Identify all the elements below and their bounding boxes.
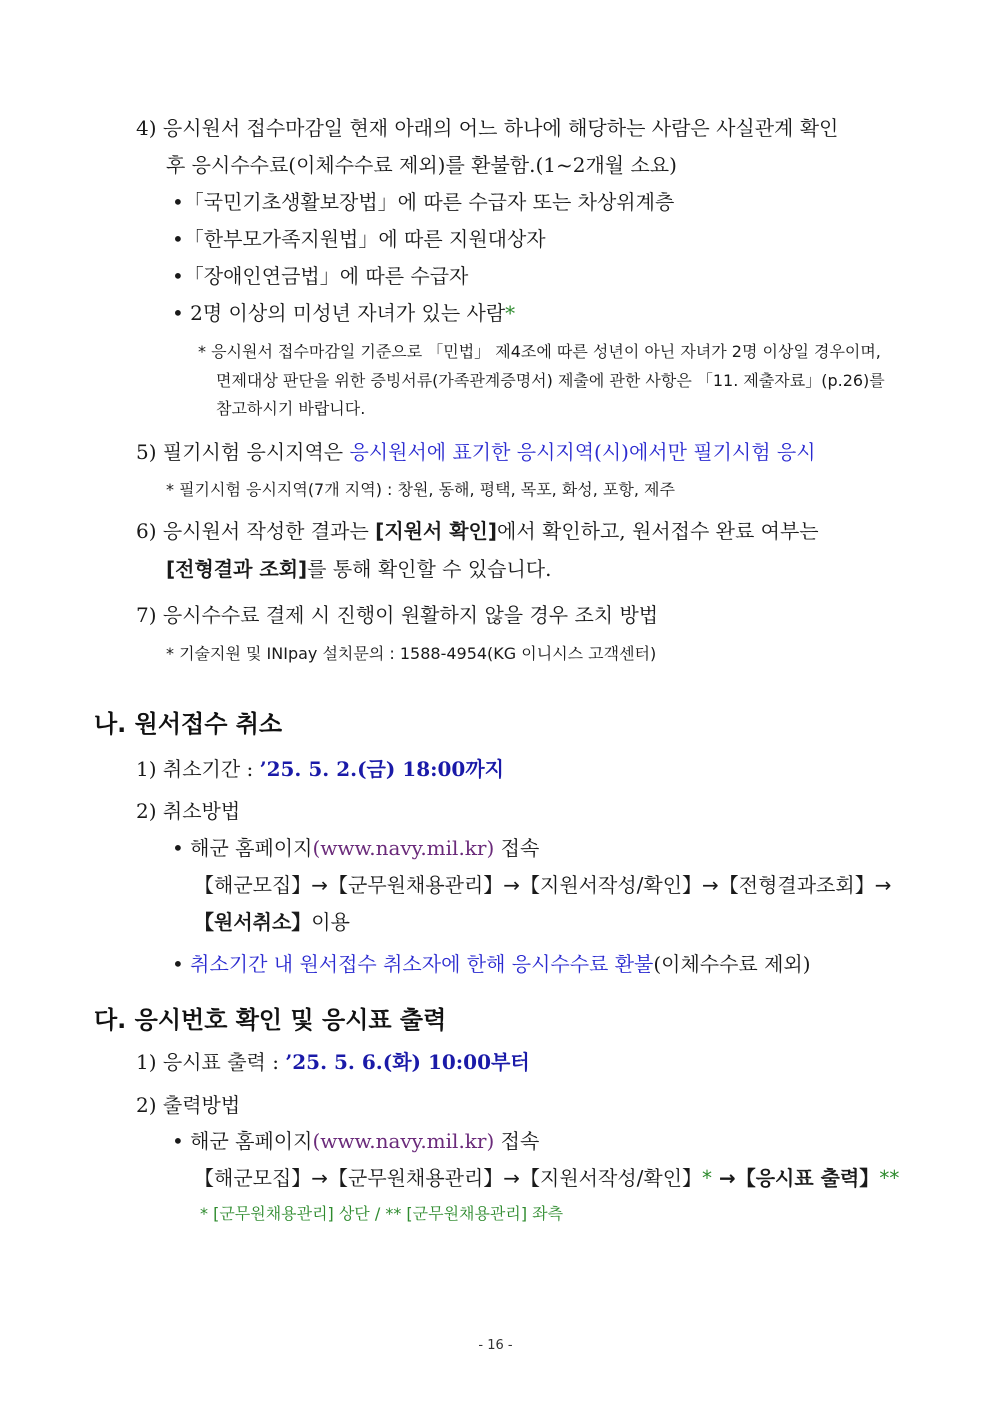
ticket-menu-note: * [군무원채용관리] 상단 / ** [군무원채용관리] 좌측 bbox=[200, 1204, 564, 1223]
cancel-method-line: 2) 취소방법 bbox=[136, 799, 241, 823]
note-line2: 면제대상 판단을 위한 증빙서류(가족관계증명서) 제출에 관한 사항은 「11. 제출자료」(p.26)를 bbox=[216, 371, 885, 390]
use-text: 이용 bbox=[311, 910, 350, 934]
note-line3: 참고하시기 바랍니다. bbox=[216, 399, 366, 418]
bullet-basic-livelihood: •「국민기초생활보장법」에 따른 수급자 또는 차상위계층 bbox=[172, 190, 675, 214]
page-number: - 16 - bbox=[478, 1338, 513, 1353]
asterisk-mark: * bbox=[505, 301, 516, 325]
cancel-site-line bbox=[172, 835, 539, 861]
refund-line bbox=[172, 951, 811, 977]
bullet-minor-children-text: • 2명 이상의 미성년 자녀가 있는 사람 bbox=[172, 301, 506, 325]
ticket-path-b: →【응시표 출력】 bbox=[712, 1166, 880, 1190]
withdraw-application-label: 【원서취소】 bbox=[194, 910, 312, 934]
item-7-line: 7) 응시수수료 결제 시 진행이 원활하지 않을 경우 조치 방법 bbox=[136, 603, 659, 627]
bullet-disability-pension: •「장애인연금법」에 따른 수급자 bbox=[172, 264, 469, 288]
bullet-single-parent: •「한부모가족지원법」에 따른 지원대상자 bbox=[172, 227, 546, 251]
ticket-print-date-line bbox=[136, 1049, 530, 1075]
refund-rest: (이체수수료 제외) bbox=[653, 952, 811, 976]
ticket-print-label: 1) 응시표 출력 : bbox=[136, 1050, 286, 1074]
cancel-site-connect: 접속 bbox=[494, 836, 540, 860]
bullet-minor-children bbox=[172, 300, 515, 326]
note-line1: * 응시원서 접수마감일 기준으로 「민법」 제4조에 따른 성년이 아닌 자녀가 2명 이상일 경우이며, bbox=[198, 342, 881, 361]
navy-site-link-2[interactable]: (www.navy.mil.kr) bbox=[312, 1129, 495, 1153]
cancel-period-value: ’25. 5. 2.(금) 18:00까지 bbox=[259, 757, 504, 781]
section-heading-admission-ticket: 다. 응시번호 확인 및 응시표 출력 bbox=[94, 1006, 447, 1034]
cancel-period-label: 1) 취소기간 : bbox=[136, 757, 260, 781]
item-6-text-c: 에서 확인하고, 원서접수 완료 여부는 bbox=[497, 519, 819, 543]
item-4-line2: 후 응시수수료(이체수수료 제외)를 환불함.(1~2개월 소요) bbox=[166, 153, 677, 177]
cancel-site-text: • 해군 홈페이지 bbox=[172, 836, 313, 860]
item-5-highlight: 응시원서에 표기한 응시지역(시)에서만 필기시험 응시 bbox=[349, 440, 816, 464]
ticket-path-star2: ** bbox=[879, 1166, 900, 1190]
result-inquiry-label: [전형결과 조회] bbox=[166, 557, 308, 581]
cancel-period-line bbox=[136, 756, 504, 782]
ticket-menu-path bbox=[194, 1165, 899, 1191]
ticket-path-star1: * bbox=[702, 1166, 713, 1190]
item-6-line1 bbox=[136, 518, 819, 544]
section-heading-cancel: 나. 원서접수 취소 bbox=[94, 710, 283, 738]
ticket-print-value: ’25. 5. 6.(화) 10:00부터 bbox=[285, 1050, 530, 1074]
cancel-menu-path-2 bbox=[194, 909, 350, 935]
item-6-line2 bbox=[166, 556, 551, 582]
item-5-prefix: 5) 필기시험 응시지역은 bbox=[136, 440, 350, 464]
navy-site-link[interactable]: (www.navy.mil.kr) bbox=[312, 836, 495, 860]
item-5-line bbox=[136, 439, 816, 465]
ticket-path-a: 【해군모집】→【군무원채용관리】→【지원서작성/확인】 bbox=[194, 1166, 703, 1190]
item-7-note: * 기술지원 및 INIpay 설치문의 : 1588-4954(KG 이니시스 고객센터) bbox=[166, 644, 657, 663]
ticket-method-line: 2) 출력방법 bbox=[136, 1093, 241, 1117]
ticket-site-text: • 해군 홈페이지 bbox=[172, 1129, 313, 1153]
cancel-menu-path: 【해군모집】→【군무원채용관리】→【지원서작성/확인】→【전형결과조회】→ bbox=[194, 873, 892, 897]
item-5-note: * 필기시험 응시지역(7개 지역) : 창원, 동해, 평택, 목포, 화성, 포항, 제주 bbox=[166, 480, 675, 499]
ticket-site-connect: 접속 bbox=[494, 1129, 540, 1153]
item-4-line1: 4) 응시원서 접수마감일 현재 아래의 어느 하나에 해당하는 사람은 사실관계 확인 bbox=[136, 116, 839, 140]
ticket-site-line bbox=[172, 1128, 539, 1154]
item-6-text-d: 를 통해 확인할 수 있습니다. bbox=[307, 557, 552, 581]
application-check-label: [지원서 확인] bbox=[375, 519, 498, 543]
refund-bullet: • bbox=[172, 952, 191, 976]
refund-highlight: 취소기간 내 원서접수 취소자에 한해 응시수수료 환불 bbox=[190, 952, 654, 976]
item-6-text-a: 6) 응시원서 작성한 결과는 bbox=[136, 519, 376, 543]
